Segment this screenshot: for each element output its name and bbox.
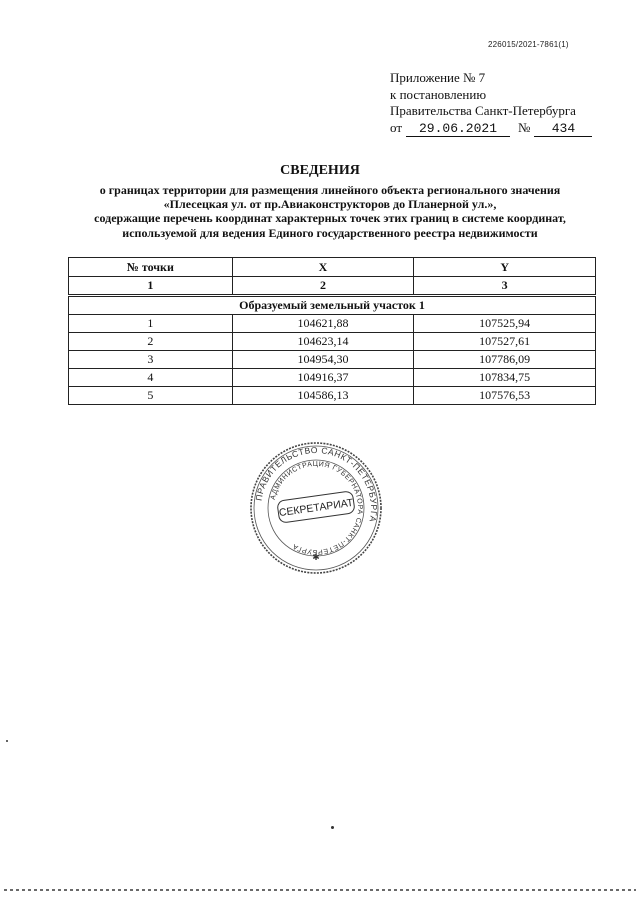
x-coordinate: 104916,37 [232,369,414,387]
table-row [69,369,596,387]
x-coordinate: 104623,14 [232,333,414,351]
document-registration-number: 226015/2021-7861(1) [488,40,569,49]
seal-inner-text: АДМИНИСТРАЦИЯ ГУБЕРНАТОРА САНКТ-ПЕТЕРБУРГА [269,460,364,556]
subtitle-line-4: используемой для ведения Единого государственного реестра недвижимости [122,225,538,240]
appendix-line-1: Приложение № 7 [390,70,486,85]
y-coordinate: 107527,61 [414,333,596,351]
scan-speck [6,740,8,742]
document-subtitle [40,183,620,240]
appendix-block [390,70,592,137]
subtitle-line-3: содержащие перечень координат характерных точек этих границ в системе координат, [94,211,566,226]
point-number: 2 [69,333,233,351]
column-index-2: 2 [232,277,414,296]
table-header-row [69,258,596,277]
resolution-date: 29.06.2021 [406,122,510,137]
header-x: X [232,258,414,277]
table-row [69,315,596,333]
point-number: 5 [69,387,233,405]
resolution-number: 434 [534,122,592,137]
seal-star-icon: ✱ [312,553,320,563]
x-coordinate: 104621,88 [232,315,414,333]
y-coordinate: 107525,94 [414,315,596,333]
seal-center-text: СЕКРЕТАРИАТ [278,496,355,520]
point-number: 1 [69,315,233,333]
scan-speck [331,826,334,829]
official-seal [248,440,384,581]
seal-outer-text: ПРАВИТЕЛЬСТВО САНКТ-ПЕТЕРБУРГА [253,444,380,524]
from-label: от [390,119,403,135]
column-index-1: 1 [69,277,233,296]
x-coordinate: 104586,13 [232,387,414,405]
table-row [69,387,596,405]
scan-edge-line [4,889,636,891]
seal-graphic [248,440,384,576]
coordinates-table [68,257,596,405]
point-number: 4 [69,369,233,387]
y-coordinate: 107786,09 [414,351,596,369]
appendix-line-3: Правительства Санкт-Петербурга [390,103,576,118]
number-label: № [518,119,531,135]
y-coordinate: 107576,53 [414,387,596,405]
table-column-index-row [69,277,596,296]
header-point-number: № точки [69,258,233,277]
subtitle-line-2: «Плесецкая ул. от пр.Авиаконструкторов до Планерной ул.», [163,197,497,212]
subtitle-line-1: о границах территории для размещения линейного объекта регионального значения [99,183,561,197]
table-section-row [69,296,596,315]
table-row [69,351,596,369]
column-index-3: 3 [414,277,596,296]
table-row [69,333,596,351]
appendix-line-2: к постановлению [390,86,487,102]
point-number: 3 [69,351,233,369]
x-coordinate: 104954,30 [232,351,414,369]
section-title: Образуемый земельный участок 1 [69,296,596,315]
document-title: СВЕДЕНИЯ [280,163,360,178]
header-y: Y [414,258,596,277]
appendix-date-line [390,120,592,137]
y-coordinate: 107834,75 [414,369,596,387]
